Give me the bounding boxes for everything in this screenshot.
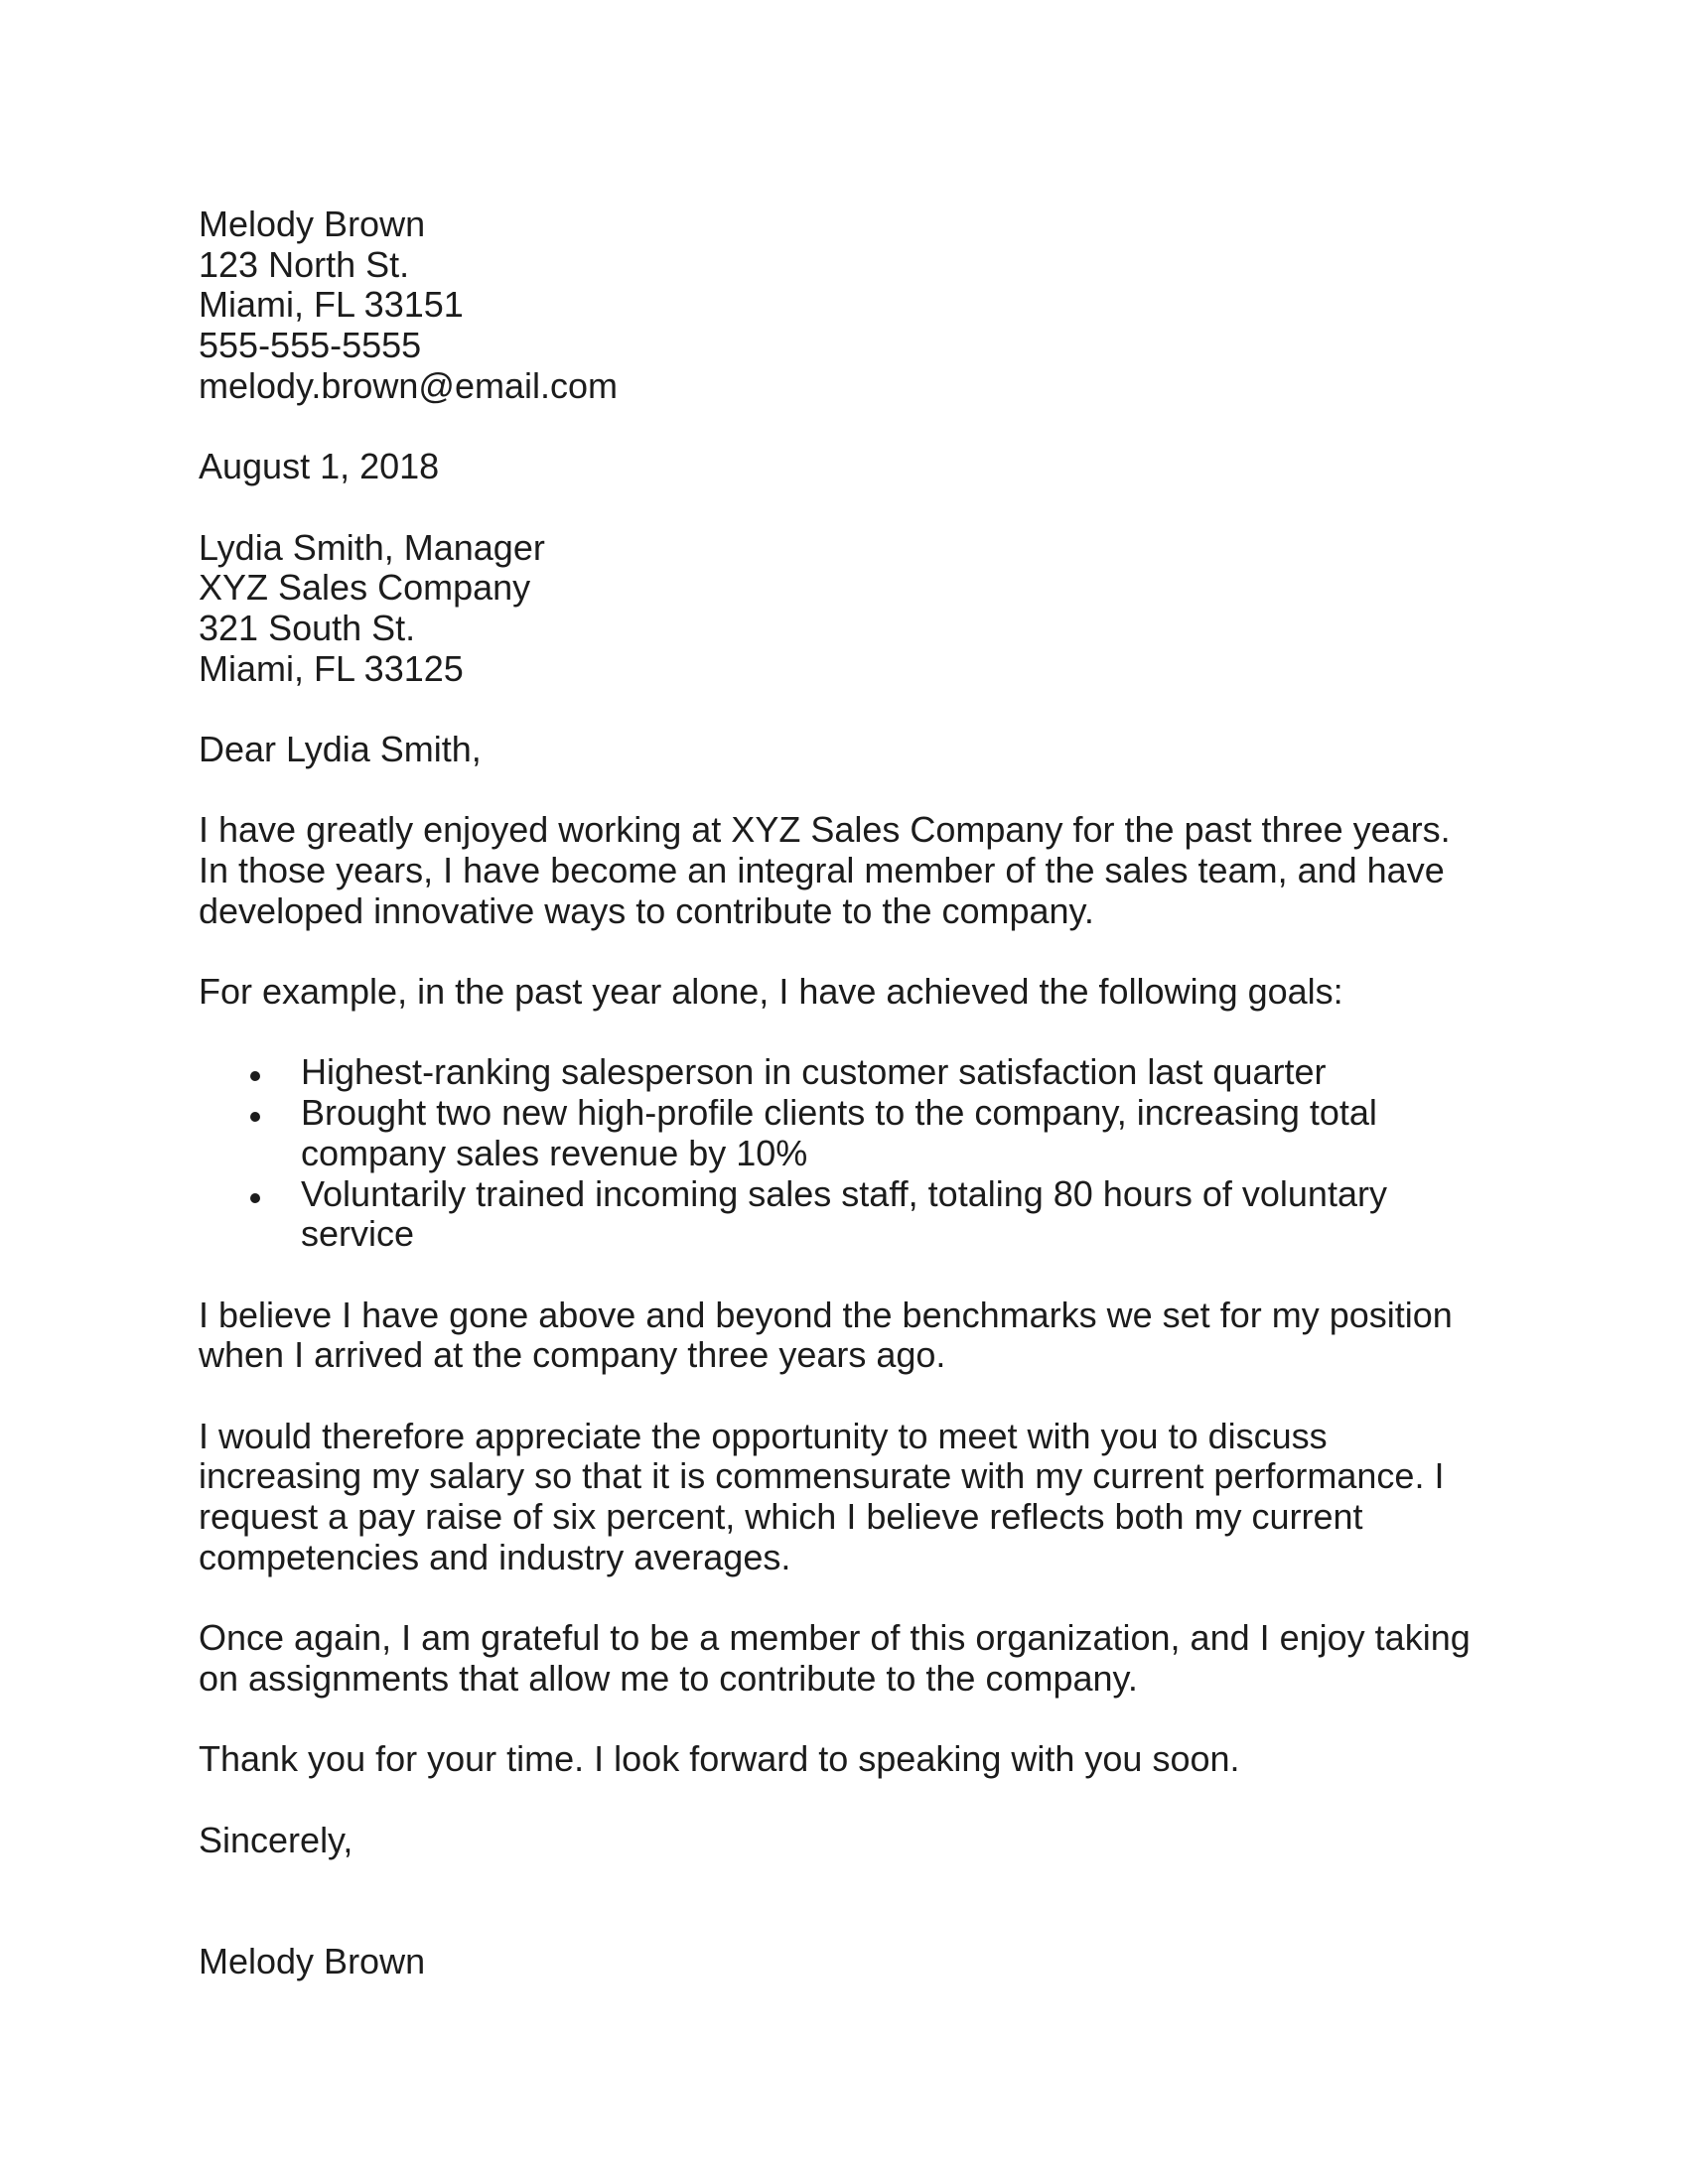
sender-block	[199, 205, 1509, 406]
recipient-company: XYZ Sales Company	[199, 567, 531, 609]
bullet-icon	[250, 1112, 260, 1122]
sender-street: 123 North St.	[199, 243, 410, 285]
paragraph-line: on assignments that allow me to contribute to the company.	[199, 1657, 1138, 1699]
recipient-name-title: Lydia Smith, Manager	[199, 526, 545, 568]
paragraph-gratitude	[199, 1618, 1509, 1699]
recipient-street: 321 South St.	[199, 607, 416, 648]
spacer	[199, 487, 1509, 528]
paragraph-line: I believe I have gone above and beyond the benchmarks we set for my position	[199, 1294, 1453, 1335]
signature-space	[199, 1860, 1509, 1941]
sender-email: melody.brown@email.com	[199, 364, 619, 406]
list-item-line: company sales revenue by 10%	[301, 1132, 808, 1173]
bullet-icon	[250, 1071, 260, 1081]
spacer	[199, 1780, 1509, 1821]
spacer	[199, 1376, 1509, 1417]
spacer	[199, 1699, 1509, 1739]
sender-phone: 555-555-5555	[199, 325, 422, 366]
recipient-block	[199, 528, 1509, 690]
sender-name: Melody Brown	[199, 204, 426, 244]
spacer	[199, 931, 1509, 972]
paragraph-line: request a pay raise of six percent, which I believe reflects both my current	[199, 1496, 1363, 1537]
paragraph-line: developed innovative ways to contribute to the company.	[199, 889, 1094, 931]
paragraph-line: Thank you for your time. I look forward to speaking with you soon.	[199, 1738, 1240, 1780]
list-item-line: Brought two new high-profile clients to the company, increasing total	[301, 1092, 1377, 1134]
paragraph-line: I would therefore appreciate the opportunity to meet with you to discuss	[199, 1415, 1328, 1456]
list-item	[199, 1174, 1509, 1255]
paragraph-line: increasing my salary so that it is commensurate with my current performance. I	[199, 1455, 1445, 1497]
paragraph-line: when I arrived at the company three years ago.	[199, 1334, 946, 1376]
spacer	[199, 770, 1509, 811]
paragraph-goals-intro	[199, 972, 1509, 1013]
spacer	[199, 406, 1509, 447]
list-item-line: Highest-ranking salesperson in customer satisfaction last quarter	[301, 1051, 1327, 1093]
paragraph-line: For example, in the past year alone, I have achieved the following goals:	[199, 971, 1343, 1013]
spacer	[199, 1013, 1509, 1053]
list-item-line: Voluntarily trained incoming sales staff, totaling 80 hours of voluntary	[301, 1172, 1387, 1214]
salary-increase-letter	[199, 205, 1509, 1981]
list-item	[199, 1093, 1509, 1173]
paragraph-thanks	[199, 1739, 1509, 1780]
paragraph-line: I have greatly enjoyed working at XYZ Sales Company for the past three years.	[199, 809, 1451, 851]
paragraph-line: competencies and industry averages.	[199, 1536, 791, 1577]
paragraph-line: In those years, I have become an integral member of the sales team, and have	[199, 850, 1445, 890]
paragraph-intro	[199, 810, 1509, 931]
paragraph-request	[199, 1417, 1509, 1578]
sender-city-state-zip: Miami, FL 33151	[199, 284, 464, 326]
recipient-city-state-zip: Miami, FL 33125	[199, 647, 464, 689]
bullet-icon	[250, 1193, 260, 1203]
spacer	[199, 689, 1509, 730]
spacer	[199, 1577, 1509, 1618]
paragraph-line: Once again, I am grateful to be a member of this organization, and I enjoy taking	[199, 1617, 1471, 1659]
achievements-list	[199, 1052, 1509, 1254]
list-item-line: service	[301, 1213, 415, 1255]
salutation: Dear Lydia Smith,	[199, 728, 482, 769]
signature-name: Melody Brown	[199, 1940, 426, 1981]
closing: Sincerely,	[199, 1819, 353, 1860]
spacer	[199, 1255, 1509, 1296]
letter-date: August 1, 2018	[199, 446, 440, 487]
list-item	[199, 1052, 1509, 1093]
paragraph-benchmarks	[199, 1296, 1509, 1376]
